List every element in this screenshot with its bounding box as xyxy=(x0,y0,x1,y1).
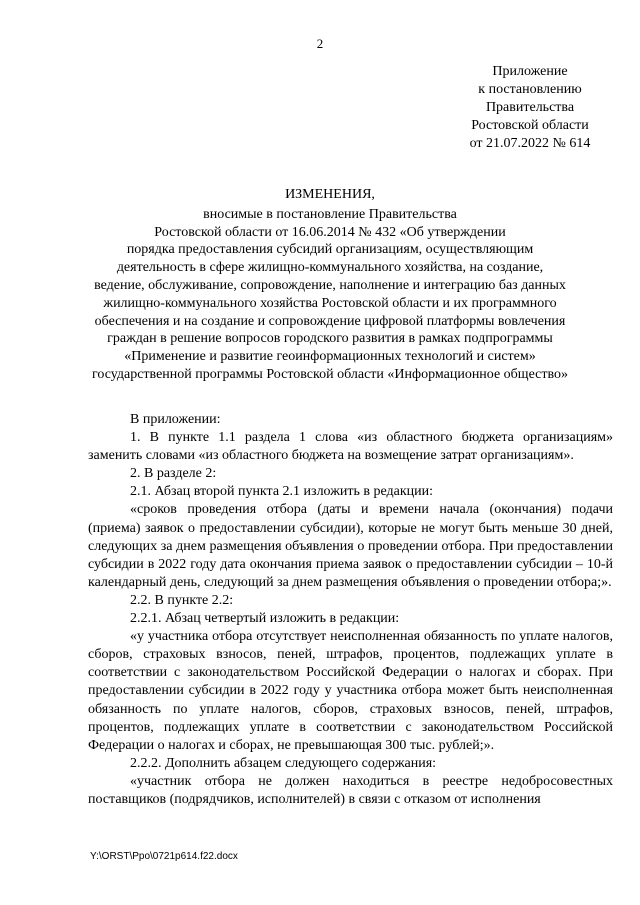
body-paragraph: 1. В пункте 1.1 раздела 1 слова «из областного бюджета организациям» заменить словами «из областного бюджета на возмещение затрат организациям». xyxy=(88,430,613,464)
body-paragraph: 2.2. В пункте 2.2: xyxy=(130,592,234,608)
title-line: деятельность в сфере жилищно-коммунального хозяйства, на создание, xyxy=(116,260,544,276)
appendix-header xyxy=(430,63,630,153)
title-heading: ИЗМЕНЕНИЯ, xyxy=(285,187,375,202)
page-number: 2 xyxy=(316,36,324,51)
body-paragraph: «участник отбора не должен находиться в реестре недобросовестных поставщиков (подрядчиков, исполнителей) в связи с отказом от исполнения xyxy=(88,773,613,807)
document-body xyxy=(88,411,613,809)
title-line: граждан в решение вопросов городского развития в рамках подпрограммы xyxy=(107,331,553,347)
title-line: вносимые в постановление Правительства xyxy=(203,206,457,222)
document-title xyxy=(80,186,580,384)
title-line: порядка предоставления субсидий организациям, осуществляющим xyxy=(126,242,534,258)
title-line: государственной программы Ростовской области «Информационное общество» xyxy=(91,366,568,382)
file-path-footer: Y:\ORST\Ppo\0721p614.f22.docx xyxy=(90,851,238,862)
title-line: Ростовской области от 16.06.2014 № 432 «Об утверждении xyxy=(154,224,506,240)
body-paragraph: 2. В разделе 2: xyxy=(130,466,217,482)
title-line: «Применение и развитие геоинформационных технологий и систем» xyxy=(124,349,536,365)
body-paragraph: «у участника отбора отсутствует неисполненная обязанность по уплате налогов, сборов, страховых взносов, пеней, штрафов, процентов, подлежащих уплате в соответствии с законодательством Российской Федерации о налогах и сборах. При предоставлении субсидии в 2022 году у участника отбора может быть неисполненная обязанность по уплате налогов, сборов, страховых взносов, пеней, штрафов, процентов, подлежащих уплате в соответствии с законодательством Российской Федерации о налогах и сборах, не превышающая 300 тыс. рублей;». xyxy=(88,629,613,753)
body-paragraph: 2.2.1. Абзац четвертый изложить в редакции: xyxy=(130,611,400,627)
body-paragraph: «сроков проведения отбора (даты и времени начала (окончания) подачи (приема) заявок о предоставлении субсидии), которые не могут быть меньше 30 дней, следующих за днем размещения объявления о проведении отбора. При предоставлении субсидии в 2022 году дата окончания приема заявок о предоставлении субсидии – 10-й календарный день, следующий за днем размещения объявления о проведении отбора;». xyxy=(88,502,613,590)
title-line: жилищно-коммунального хозяйства Ростовской области и их программного xyxy=(103,295,557,311)
appendix-line: к постановлению xyxy=(478,82,582,97)
appendix-line: Правительства xyxy=(485,100,575,115)
title-line: обеспечения и на создание и сопровождение цифровой платформы вовлечения xyxy=(94,313,566,329)
appendix-line: Приложение xyxy=(492,64,568,79)
appendix-line: от 21.07.2022 № 614 xyxy=(469,136,591,151)
body-paragraph: В приложении: xyxy=(130,412,221,427)
title-line: ведение, обслуживание, сопровождение, наполнение и интеграцию баз данных xyxy=(94,277,566,293)
appendix-line: Ростовской области xyxy=(471,118,589,133)
body-paragraph: 2.2.2. Дополнить абзацем следующего содержания: xyxy=(130,755,437,771)
body-paragraph: 2.1. Абзац второй пункта 2.1 изложить в редакции: xyxy=(130,484,434,500)
